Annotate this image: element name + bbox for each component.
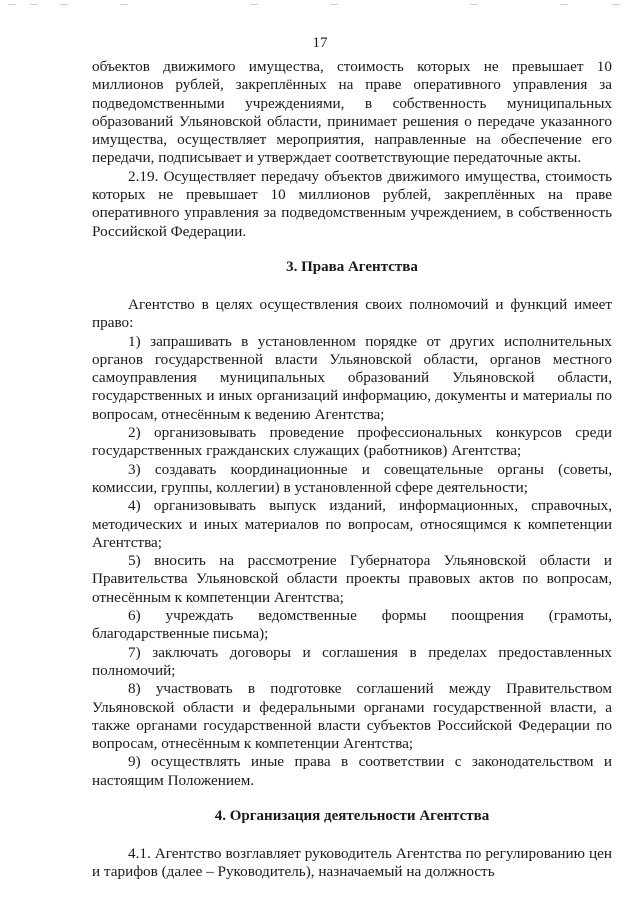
paragraph-2-19: 2.19. Осуществляет передачу объектов движимого имущества, стоимость которых не превышает 10 миллионов рублей, закреплённых на праве оперативного управления за подведомственным учреждением, в собственность Российской Федерации. (92, 167, 612, 240)
rights-item-9: 9) осуществлять иные права в соответствии с законодательством и настоящим Положением. (92, 753, 612, 789)
rights-item-6: 6) учреждать ведомственные формы поощрения (грамоты, благодарственные письма); (92, 607, 612, 643)
document-body (92, 58, 612, 882)
rights-item-5: 5) вносить на рассмотрение Губернатора Ульяновской области и Правительства Ульяновской области проекты правовых актов по вопросам, отнесённым к компетенции Агентства; (92, 552, 612, 606)
paragraph-4-1: 4.1. Агентство возглавляет руководитель Агентства по регулированию цен и тарифов (далее – Руководитель), назначаемый на должность (92, 844, 612, 881)
rights-item-3: 3) создавать координационные и совещательные органы (советы, комиссии, группы, коллегии) в установленной сфере деятельности; (92, 460, 612, 496)
rights-item-8: 8) участвовать в подготовке соглашений между Правительством Ульяновской области и федеральными органами государственной власти, а также органами государственной власти субъектов Российской Федерации по вопросам, отнесённым к компетенции Агентства; (92, 680, 612, 753)
rights-item-7: 7) заключать договоры и соглашения в пределах предоставленных полномочий; (92, 643, 612, 679)
page-number: 17 (312, 35, 328, 51)
section-3-lead: Агентство в целях осуществления своих полномочий и функций имеет право: (92, 295, 612, 332)
rights-item-2: 2) организовывать проведение профессиональных конкурсов среди государственных гражданских служащих (работников) Агентства; (92, 424, 612, 460)
scan-edge-marks (0, 4, 640, 8)
section-4-heading: 4. Организация деятельности Агентства (214, 807, 490, 824)
section-3-heading: 3. Права Агентства (286, 258, 418, 275)
paragraph-continuation: объектов движимого имущества, стоимость которых не превышает 10 миллионов рублей, закреплённых на праве оперативного управления за подведомственными учреждениями, в собственность муниципальных образований Ульяновской области, принимает решения о передаче указанного имущества, осуществляет мероприятия, направленные на обеспечение его передачи, подписывает и утверждает соответствующие передаточные акты. (92, 58, 612, 167)
rights-item-4: 4) организовывать выпуск изданий, информационных, справочных, методических и иных материалов по вопросам, относящимся к компетенции Агентства; (92, 497, 612, 551)
rights-item-1: 1) запрашивать в установленном порядке от других исполнительных органов государственной власти Ульяновской области, органов местного самоуправления муниципальных образований Ульяновской области, государственных и иных организаций информацию, документы и материалы по вопросам, отнесённым к ведению Агентства; (92, 332, 612, 423)
